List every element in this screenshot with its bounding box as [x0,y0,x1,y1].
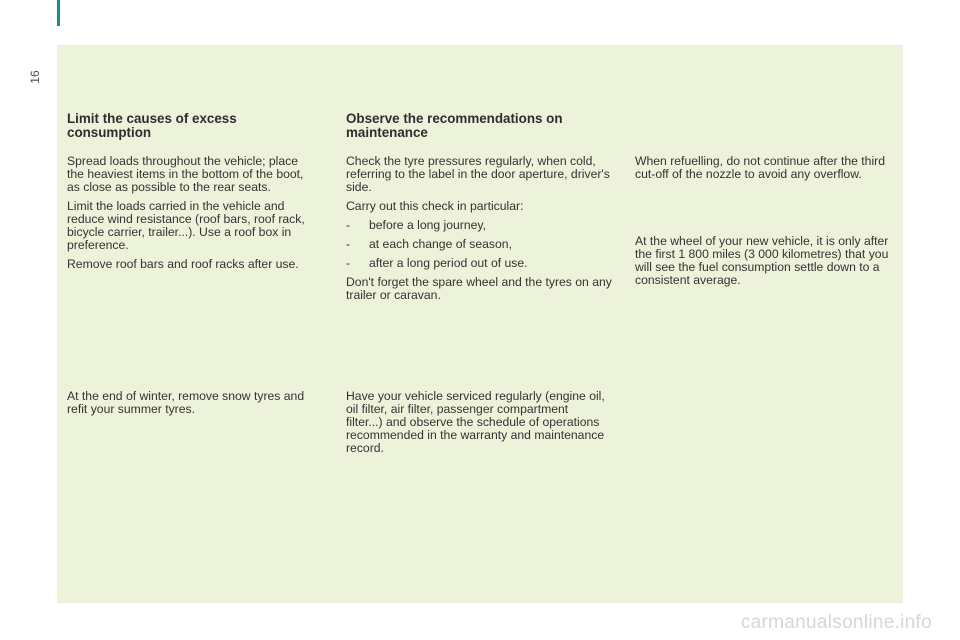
watermark: carmanualsonline.info [740,612,932,633]
column-maintenance-lower [346,390,608,461]
paragraph-servicing: Have your vehicle serviced regularly (engine oil, oil filter, air filter, passenger compartment filter...) and observe the schedule of operations recommended in the warranty and maintenance record. [346,389,605,455]
column-excess-consumption [67,112,315,277]
heading-maintenance: Observe the recommendations on maintenance [346,111,563,140]
page-number: 16 [28,70,42,84]
paragraph-winter-tyres: At the end of winter, remove snow tyres and refit your summer tyres. [67,389,305,416]
bullet-marker: - [346,218,351,232]
paragraph-tyre-pressures: Check the tyre pressures regularly, when cold, referring to the label in the door aperture, driver's side. [346,154,610,194]
accent-bar [57,0,60,26]
column-refuelling [635,155,897,187]
list-item [346,219,612,232]
list-item-text: at each change of season, [369,237,512,251]
paragraph-remove-roof-bars: Remove roof bars and roof racks after use. [67,257,299,271]
paragraph-spread-loads: Spread loads throughout the vehicle; place the heaviest items in the bottom of the boot, as close as possible to the rear seats. [67,154,304,194]
paragraph-limit-loads: Limit the loads carried in the vehicle and reduce wind resistance (roof bars, roof rack, bicycle carrier, trailer...). Use a roof box in preference. [67,199,305,252]
list-item [346,257,612,270]
column-new-vehicle [635,235,897,293]
paragraph-refuelling: When refuelling, do not continue after the third cut-off of the nozzle to avoid any overflow. [635,154,885,181]
bullet-marker: - [346,237,351,251]
list-item [346,238,612,251]
paragraph-spare-wheel: Don't forget the spare wheel and the tyres on any trailer or caravan. [346,275,612,302]
column-maintenance [346,112,612,308]
list-item-text: before a long journey, [369,218,486,232]
bullet-marker: - [346,256,351,270]
paragraph-check-intro: Carry out this check in particular: [346,199,524,213]
list-item-text: after a long period out of use. [369,256,528,270]
paragraph-new-vehicle: At the wheel of your new vehicle, it is only after the first 1 800 miles (3 000 kilometres) that you will see the fuel consumption settle down to a consistent average. [635,234,889,287]
heading-excess-consumption: Limit the causes of excess consumption [67,111,237,140]
content-panel [57,45,903,603]
column-excess-consumption-lower [67,390,315,422]
